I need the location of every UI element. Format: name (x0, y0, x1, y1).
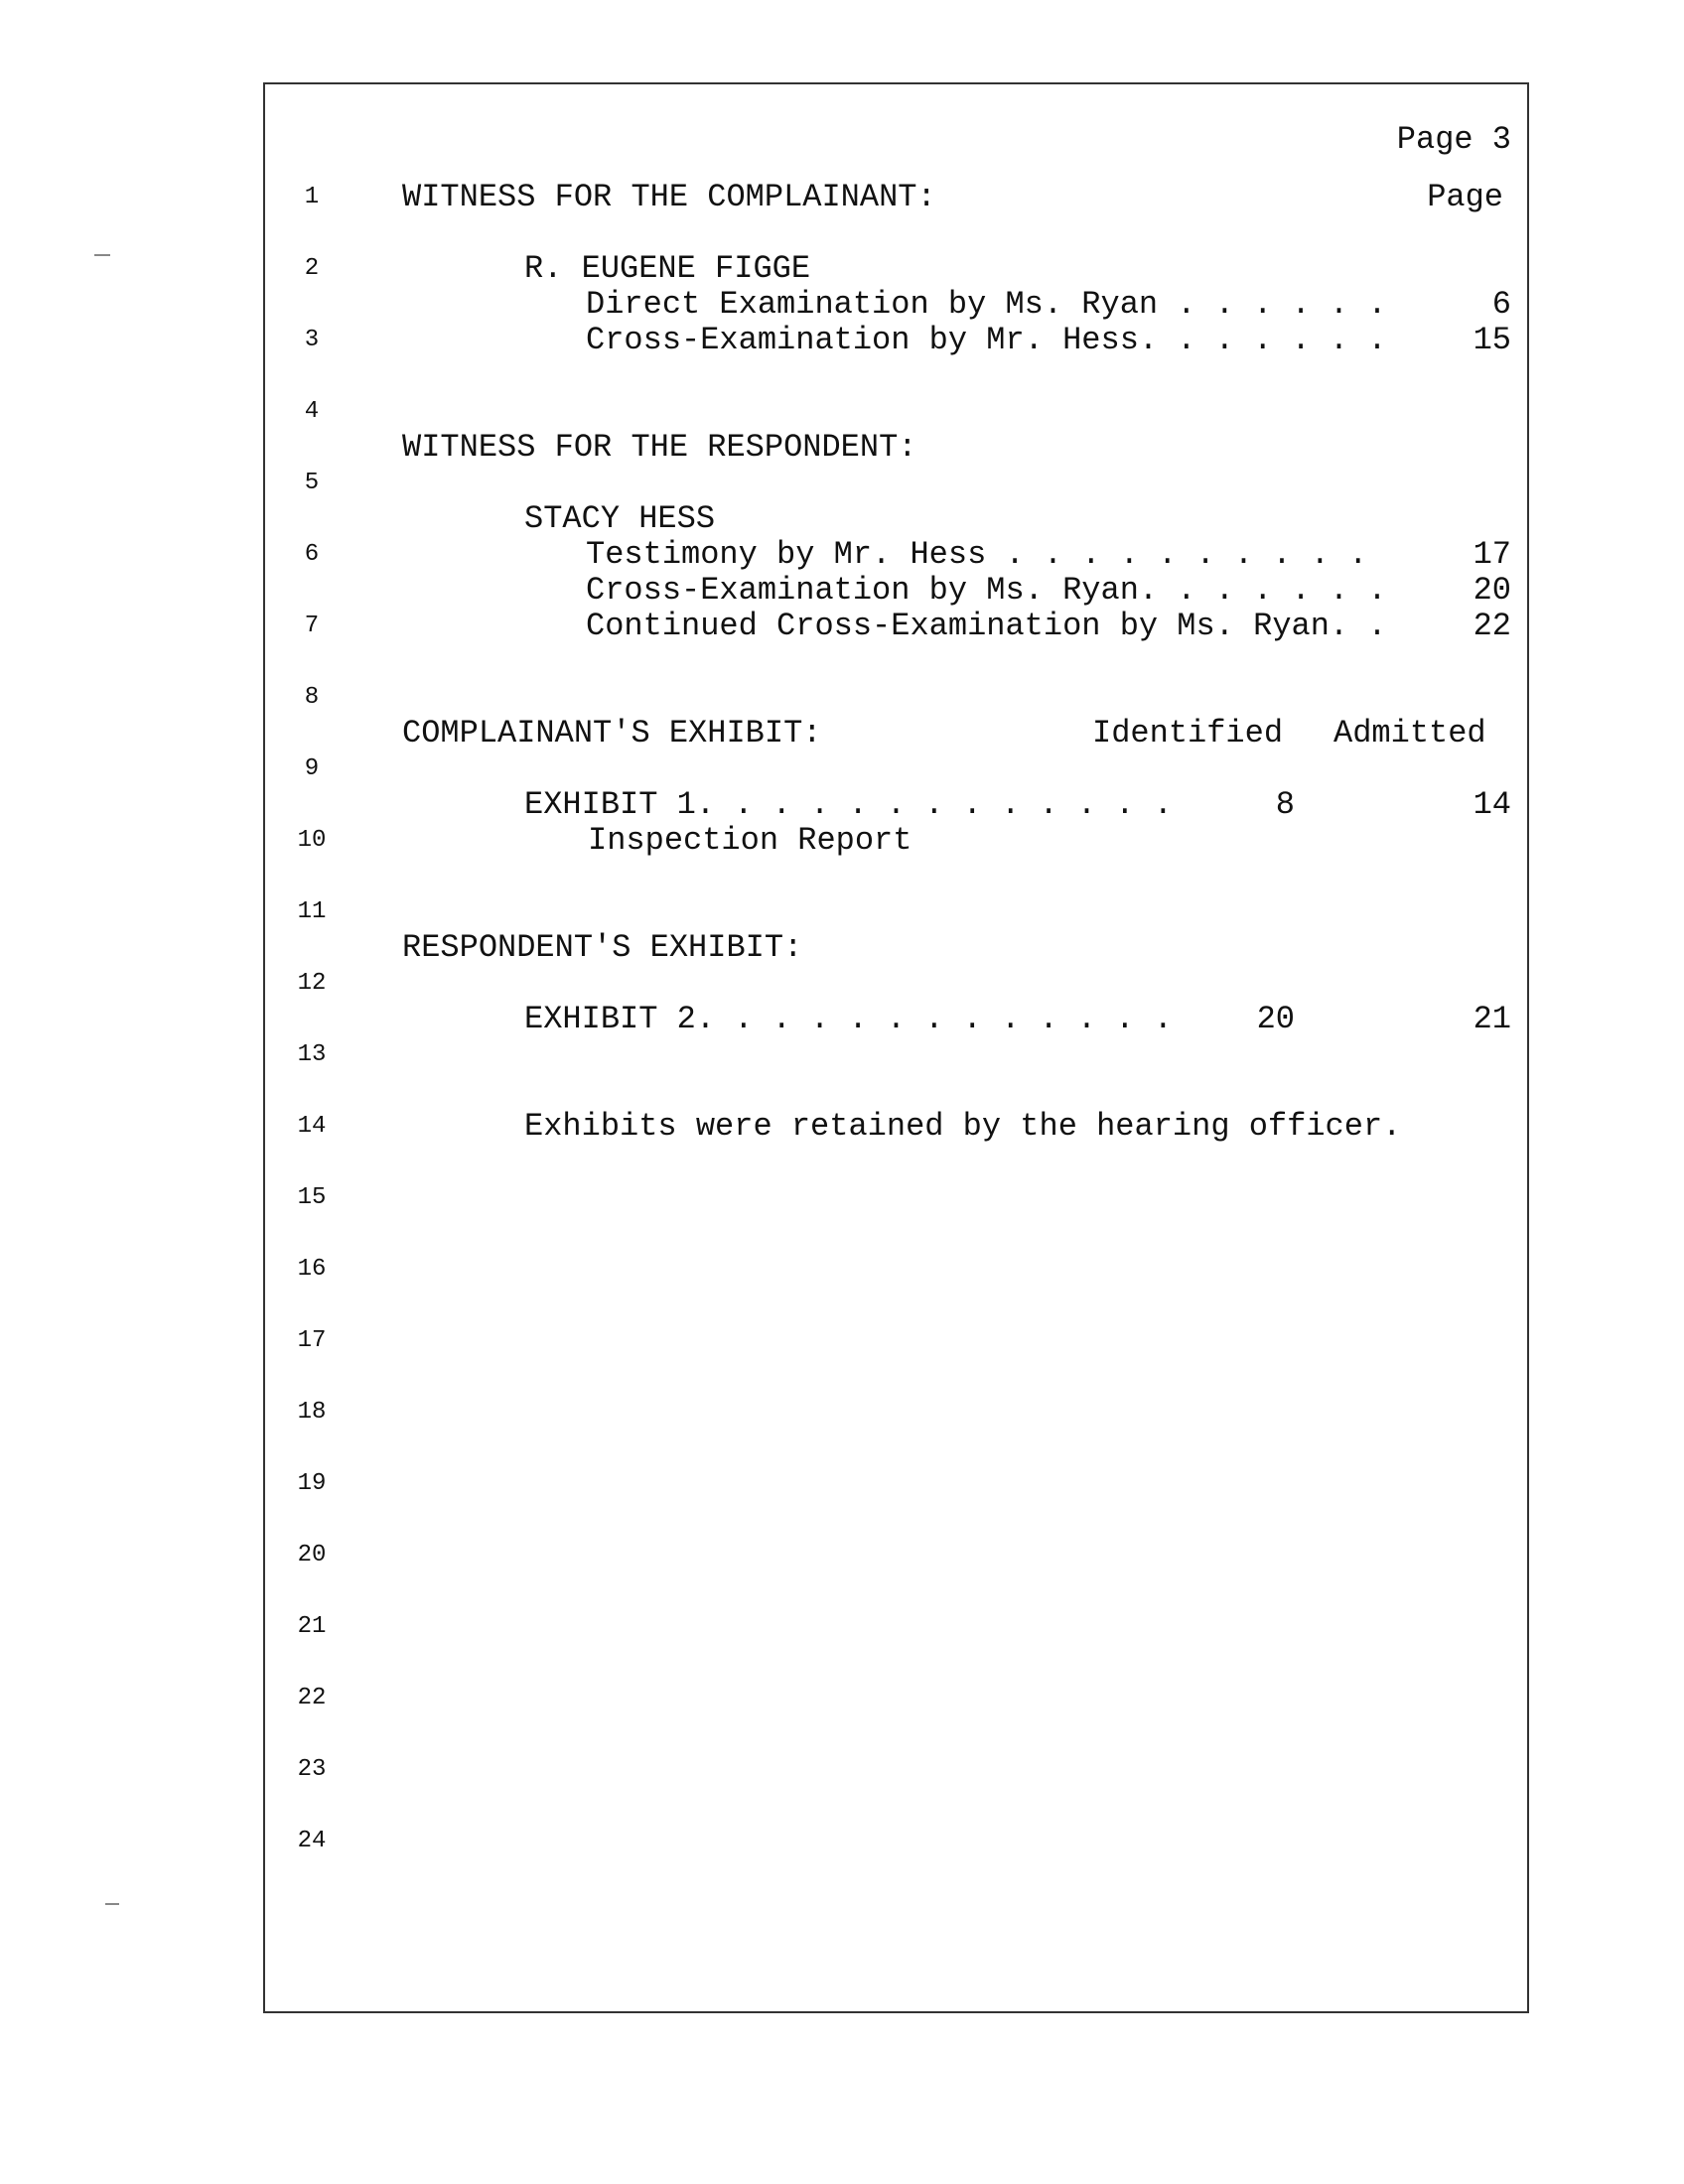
line-number: 14 (297, 1113, 327, 1140)
respondent-witness-heading: WITNESS FOR THE RESPONDENT: (402, 429, 917, 466)
witness-name: STACY HESS (524, 500, 716, 537)
exhibit-entry: EXHIBIT 2. . . . . . . . . . . . . (524, 1001, 1173, 1037)
line-number: 8 (304, 684, 320, 711)
line-number: 17 (297, 1327, 327, 1354)
exhibit-identified-page: 8 (1275, 786, 1295, 823)
exhibit-description: Inspection Report (588, 822, 912, 859)
examination-page: 20 (1473, 572, 1511, 609)
line-number: 3 (304, 327, 320, 353)
line-number: 9 (304, 755, 320, 782)
examination-page: 15 (1473, 322, 1511, 358)
exhibits-note: Exhibits were retained by the hearing officer. (524, 1108, 1402, 1145)
exhibit-admitted-page: 21 (1473, 1001, 1511, 1037)
line-number: 19 (297, 1470, 327, 1497)
examination-page: 6 (1491, 286, 1511, 323)
exhibit-identified-page: 20 (1256, 1001, 1295, 1037)
line-number: 4 (304, 398, 320, 425)
line-number: 2 (304, 255, 320, 282)
line-number: 15 (297, 1184, 327, 1211)
line-number: 13 (297, 1041, 327, 1068)
line-number: 16 (297, 1256, 327, 1283)
respondent-exhibit-heading: RESPONDENT'S EXHIBIT: (402, 929, 803, 966)
examination-entry: Continued Cross-Examination by Ms. Ryan. . (586, 608, 1387, 644)
examination-entry: Cross-Examination by Mr. Hess. . . . . . . (586, 322, 1387, 358)
line-number: 7 (304, 613, 320, 639)
line-number: 24 (297, 1828, 327, 1854)
line-number: 10 (297, 827, 327, 854)
examination-entry: Direct Examination by Ms. Ryan . . . . . . (586, 286, 1387, 323)
page-frame (263, 82, 1529, 2013)
complainant-exhibit-heading: COMPLAINANT'S EXHIBIT: (402, 715, 822, 751)
page-column-heading: Page (1427, 179, 1503, 215)
line-number: 1 (304, 184, 320, 210)
line-number: 12 (297, 970, 327, 997)
admitted-column-heading: Admitted (1333, 715, 1486, 751)
page-number-label: Page 3 (1396, 121, 1511, 158)
line-number: 23 (297, 1756, 327, 1783)
line-number: 11 (297, 898, 327, 925)
identified-column-heading: Identified (1092, 715, 1284, 751)
line-number: 6 (304, 541, 320, 568)
scan-mark-top (94, 254, 110, 256)
complainant-witness-heading: WITNESS FOR THE COMPLAINANT: (402, 179, 936, 215)
line-number: 18 (297, 1399, 327, 1426)
line-number: 20 (297, 1542, 327, 1569)
examination-page: 22 (1473, 608, 1511, 644)
line-number: 5 (304, 470, 320, 496)
examination-page: 17 (1473, 536, 1511, 573)
witness-name: R. EUGENE FIGGE (524, 250, 811, 287)
line-number: 22 (297, 1685, 327, 1711)
examination-entry: Cross-Examination by Ms. Ryan. . . . . . . (586, 572, 1387, 609)
examination-entry: Testimony by Mr. Hess . . . . . . . . . . (586, 536, 1368, 573)
scan-mark-bottom (105, 1903, 119, 1905)
exhibit-admitted-page: 14 (1473, 786, 1511, 823)
exhibit-entry: EXHIBIT 1. . . . . . . . . . . . . (524, 786, 1173, 823)
line-number: 21 (297, 1613, 327, 1640)
